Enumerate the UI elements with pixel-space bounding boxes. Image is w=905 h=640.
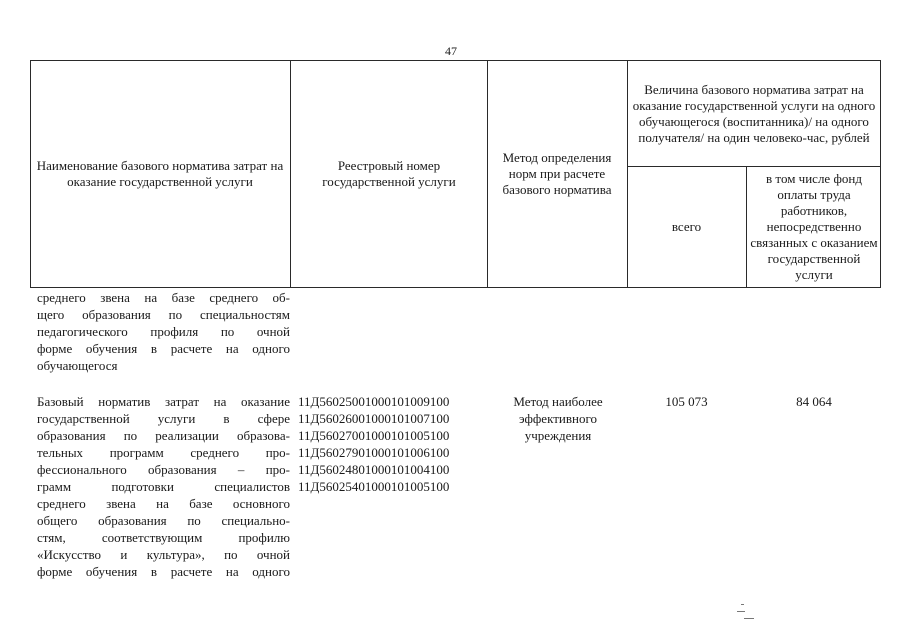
registry-number: 11Д56027901000101006100 (298, 445, 450, 460)
row2-method: Метод наиболее эффективного учреждения (513, 394, 603, 443)
registry-number: 11Д56027001000101005100 (298, 428, 450, 443)
registry-number: 11Д56024801000101004100 (298, 462, 450, 477)
col2-divider (487, 60, 488, 288)
text-line: среднего звена на базе основного (37, 496, 290, 511)
header-method: Метод определения норм при расчете базового норматива (502, 149, 612, 197)
text-line: форме обучения в расчете на одного (37, 564, 290, 579)
text-line: фессионального образования – про- (37, 462, 290, 477)
text-line: «Искусство и культура», по очной (37, 547, 290, 562)
scan-speck (741, 604, 744, 605)
text-line: образования по реализации образова- (37, 428, 290, 443)
scan-speck (744, 618, 754, 619)
header-wage-fund: в том числе фонд оплаты труда работников, непосредственно связанных с оказанием государственной услуги (750, 171, 878, 282)
header-total: всего (671, 218, 702, 234)
scan-speck (737, 611, 745, 612)
text-line: стям, соответствующим профилю (37, 530, 290, 545)
text-line: тельных программ среднего про- (37, 445, 290, 460)
page-number: 47 (445, 44, 457, 58)
text-line: Базовый норматив затрат на оказание (37, 394, 290, 409)
text-line: щего образования по специальностям (37, 307, 290, 322)
registry-number: 11Д56026001000101007100 (298, 411, 450, 426)
row2-total: 105 073 (665, 394, 708, 409)
registry-number: 11Д56025401000101005100 (298, 479, 450, 494)
text-line: форме обучения в расчете на одного (37, 341, 290, 356)
text-line: общего образования по специально- (37, 513, 290, 528)
header-norm-value-group: Величина базового норматива затрат на оказание государственной услуги на одного обучающегося (воспитанника)/ на одного получателя/ на один человеко-час, рублей (632, 82, 876, 145)
text-line: грамм подготовки специалистов (37, 479, 290, 494)
text-line: обучающегося (37, 358, 118, 373)
row2-name (37, 393, 290, 580)
text-line: среднего звена на базе среднего об- (37, 290, 290, 305)
text-line: государственной услуги в сфере (37, 411, 290, 426)
sub-col-divider (746, 166, 747, 288)
left-border (30, 60, 31, 288)
registry-number: 11Д56025001000101009100 (298, 394, 450, 409)
row2-wage-fund: 84 064 (796, 394, 832, 409)
text-line: педагогического профиля по очной (37, 324, 290, 339)
header-name: Наименование базового норматива затрат на оказание государственной услуги (36, 157, 284, 189)
row1-name (37, 289, 290, 374)
header-registry-number: Реестровый номер государственной услуги (322, 157, 456, 189)
header-bottom-border (30, 287, 881, 288)
right-border (880, 60, 881, 288)
col1-divider (290, 60, 291, 288)
row2-registry-numbers (298, 393, 449, 495)
